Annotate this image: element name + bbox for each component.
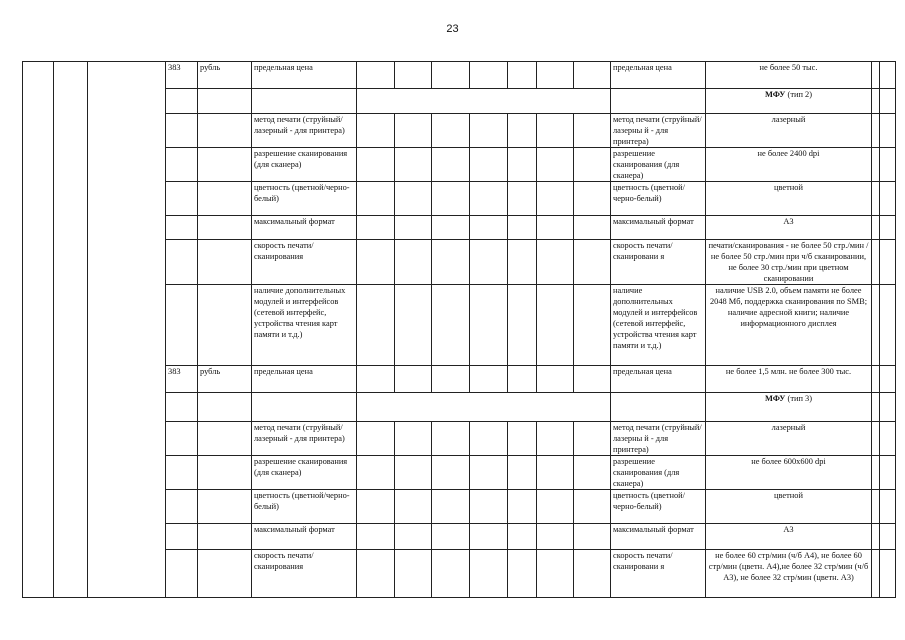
- empty-cell: [432, 366, 470, 393]
- empty-cell: [432, 456, 470, 490]
- empty-cell: [574, 285, 611, 366]
- empty-cell: [508, 240, 537, 285]
- code-cell: [166, 240, 198, 285]
- code-cell: [166, 456, 198, 490]
- empty-cell: [880, 216, 896, 240]
- characteristic-cell: цветность (цветной/черно-белый): [252, 490, 357, 524]
- characteristic-cell-2: цветность (цветной/черно-белый): [611, 490, 706, 524]
- characteristic-cell-2: метод печати (струйный/лазерны й - для принтера): [611, 422, 706, 456]
- empty-cell: [872, 114, 880, 148]
- empty-cell: [574, 148, 611, 182]
- empty-cell: [872, 89, 880, 114]
- empty-cell: [357, 393, 611, 422]
- empty-cell: [880, 89, 896, 114]
- characteristic-cell-2: максимальный формат: [611, 216, 706, 240]
- characteristic-cell-2: предельная цена: [611, 62, 706, 89]
- empty-cell: [357, 182, 395, 216]
- characteristic-cell-2: предельная цена: [611, 366, 706, 393]
- code-cell: [166, 89, 198, 114]
- unit-cell: [198, 216, 252, 240]
- empty-cell: [470, 182, 508, 216]
- empty-cell: [508, 114, 537, 148]
- characteristic-cell: разрешение сканирования (для сканера): [252, 148, 357, 182]
- empty-cell: [872, 393, 880, 422]
- device-type-title: МФУ: [764, 90, 786, 99]
- empty-cell: [880, 422, 896, 456]
- empty-cell: [395, 216, 432, 240]
- unit-cell: [198, 524, 252, 550]
- characteristic-cell: цветность (цветной/черно-белый): [252, 182, 357, 216]
- empty-cell: [508, 456, 537, 490]
- empty-cell: [432, 490, 470, 524]
- characteristic-cell-2: разрешение сканирования (для сканера): [611, 148, 706, 182]
- empty-cell: [470, 366, 508, 393]
- empty-cell: [470, 62, 508, 89]
- code-cell: [166, 148, 198, 182]
- value-cell: цветной: [706, 182, 872, 216]
- unit-cell: [198, 456, 252, 490]
- value-cell: лазерный: [706, 114, 872, 148]
- empty-cell: [508, 550, 537, 598]
- characteristic-cell: максимальный формат: [252, 524, 357, 550]
- empty-cell: [470, 550, 508, 598]
- empty-cell: [432, 422, 470, 456]
- characteristic-cell-2: цветность (цветной/черно-белый): [611, 182, 706, 216]
- device-type-header: [706, 393, 872, 422]
- code-cell: [166, 216, 198, 240]
- characteristic-cell-2: максимальный формат: [611, 524, 706, 550]
- characteristic-cell-2: скорость печати/сканировани я: [611, 240, 706, 285]
- characteristic-cell-2: метод печати (струйный/лазерны й - для принтера): [611, 114, 706, 148]
- empty-cell: [872, 456, 880, 490]
- empty-cell: [574, 114, 611, 148]
- empty-cell: [537, 240, 574, 285]
- empty-cell: [537, 550, 574, 598]
- unit-cell: [198, 240, 252, 285]
- empty-cell: [537, 285, 574, 366]
- empty-cell: [508, 148, 537, 182]
- empty-cell: [872, 62, 880, 89]
- characteristic-cell: наличие дополнительных модулей и интерфейсов (сетевой интерфейс, устройства чтения карт памяти и т.д.): [252, 285, 357, 366]
- empty-cell: [357, 456, 395, 490]
- characteristic-cell: максимальный формат: [252, 216, 357, 240]
- device-type-title: МФУ: [764, 394, 786, 403]
- empty-cell: [574, 240, 611, 285]
- empty-cell: [432, 148, 470, 182]
- empty-cell: [395, 490, 432, 524]
- empty-cell: [395, 366, 432, 393]
- empty-cell: [508, 366, 537, 393]
- characteristic-cell-2: наличие дополнительных модулей и интерфейсов (сетевой интерфейс, устройства чтения карт памяти и т.д.): [611, 285, 706, 366]
- unit-cell: [198, 148, 252, 182]
- empty-cell: [357, 490, 395, 524]
- unit-cell: [198, 114, 252, 148]
- empty-cell: [432, 285, 470, 366]
- characteristic-cell: скорость печати/сканирования: [252, 550, 357, 598]
- empty-cell: [432, 182, 470, 216]
- empty-cell: [880, 550, 896, 598]
- code-cell: [166, 114, 198, 148]
- empty-cell: [23, 62, 54, 598]
- empty-cell: [574, 550, 611, 598]
- empty-cell: [395, 422, 432, 456]
- code-cell: [166, 422, 198, 456]
- value-cell: не более 1,5 млн. не более 300 тыс.: [706, 366, 872, 393]
- code-cell: [166, 524, 198, 550]
- empty-cell: [395, 182, 432, 216]
- empty-cell: [872, 490, 880, 524]
- empty-cell: [880, 456, 896, 490]
- value-cell: не более 2400 dpi: [706, 148, 872, 182]
- unit-cell: [198, 393, 252, 422]
- empty-cell: [872, 524, 880, 550]
- empty-cell: [537, 456, 574, 490]
- empty-cell: [54, 62, 88, 598]
- empty-cell: [88, 62, 166, 598]
- empty-cell: [880, 285, 896, 366]
- characteristic-cell: предельная цена: [252, 366, 357, 393]
- characteristics-table: [22, 61, 896, 598]
- code-cell: [166, 550, 198, 598]
- empty-cell: [872, 285, 880, 366]
- empty-cell: [357, 216, 395, 240]
- empty-cell: [880, 62, 896, 89]
- empty-cell: [357, 89, 611, 114]
- empty-cell: [357, 62, 395, 89]
- empty-cell: [880, 393, 896, 422]
- unit-cell: [198, 285, 252, 366]
- empty-cell: [395, 114, 432, 148]
- empty-cell: [537, 366, 574, 393]
- empty-cell: [357, 114, 395, 148]
- empty-cell: [508, 285, 537, 366]
- empty-cell: [537, 182, 574, 216]
- empty-cell: [574, 456, 611, 490]
- empty-cell: [395, 456, 432, 490]
- value-cell: лазерный: [706, 422, 872, 456]
- characteristic-cell: метод печати (струйный/лазерный - для принтера): [252, 422, 357, 456]
- empty-cell: [470, 456, 508, 490]
- empty-cell: [574, 216, 611, 240]
- empty-cell: [357, 550, 395, 598]
- value-cell: цветной: [706, 490, 872, 524]
- characteristic-cell: метод печати (струйный/лазерный - для принтера): [252, 114, 357, 148]
- empty-cell: [470, 524, 508, 550]
- empty-cell: [880, 366, 896, 393]
- empty-cell: [574, 62, 611, 89]
- empty-cell: [470, 240, 508, 285]
- empty-cell: [432, 550, 470, 598]
- empty-cell: [872, 422, 880, 456]
- empty-cell: [880, 240, 896, 285]
- empty-cell: [880, 490, 896, 524]
- unit-cell: рубль: [198, 62, 252, 89]
- empty-cell: [470, 285, 508, 366]
- empty-cell: [574, 366, 611, 393]
- empty-cell: [432, 62, 470, 89]
- empty-cell: [395, 62, 432, 89]
- empty-cell: [537, 62, 574, 89]
- empty-cell: [872, 366, 880, 393]
- empty-cell: [508, 182, 537, 216]
- empty-cell: [395, 550, 432, 598]
- empty-cell: [470, 114, 508, 148]
- empty-cell: [872, 148, 880, 182]
- empty-cell: [611, 393, 706, 422]
- unit-cell: [198, 490, 252, 524]
- okei-code-cell: 383: [166, 366, 198, 393]
- empty-cell: [395, 524, 432, 550]
- empty-cell: [872, 550, 880, 598]
- empty-cell: [470, 216, 508, 240]
- value-cell: не более 50 тыс.: [706, 62, 872, 89]
- empty-cell: [395, 285, 432, 366]
- empty-cell: [537, 148, 574, 182]
- empty-cell: [872, 216, 880, 240]
- empty-cell: [357, 240, 395, 285]
- unit-cell: [198, 89, 252, 114]
- empty-cell: [574, 182, 611, 216]
- empty-cell: [395, 148, 432, 182]
- empty-cell: [432, 114, 470, 148]
- value-cell: А3: [706, 216, 872, 240]
- empty-cell: [537, 490, 574, 524]
- table-row: [23, 62, 896, 89]
- value-cell: не более 600х600 dpi: [706, 456, 872, 490]
- device-type-header: [706, 89, 872, 114]
- characteristic-cell: предельная цена: [252, 62, 357, 89]
- characteristic-cell: скорость печати/сканирования: [252, 240, 357, 285]
- empty-cell: [508, 524, 537, 550]
- empty-cell: [508, 490, 537, 524]
- value-cell: не более 60 стр/мин (ч/б А4), не более 60 стр/мин (цветн. А4),не более 32 стр/мин (ч/б А3), не более 32 стр/мин (цветн. А3): [706, 550, 872, 598]
- empty-cell: [432, 240, 470, 285]
- page-number: 23: [446, 23, 459, 35]
- unit-cell: [198, 550, 252, 598]
- empty-cell: [574, 524, 611, 550]
- empty-cell: [508, 62, 537, 89]
- empty-cell: [537, 422, 574, 456]
- empty-cell: [252, 393, 357, 422]
- empty-cell: [508, 216, 537, 240]
- empty-cell: [611, 89, 706, 114]
- value-cell: наличие USB 2.0, объем памяти не более 2048 Мб, поддержка сканирования по SMB; наличие адресной книги; наличие информационного дисплея: [706, 285, 872, 366]
- empty-cell: [357, 148, 395, 182]
- empty-cell: [537, 524, 574, 550]
- empty-cell: [880, 114, 896, 148]
- empty-cell: [574, 422, 611, 456]
- empty-cell: [357, 524, 395, 550]
- empty-cell: [470, 490, 508, 524]
- code-cell: [166, 285, 198, 366]
- empty-cell: [432, 216, 470, 240]
- device-type-suffix: (тип 2): [785, 90, 813, 99]
- empty-cell: [357, 366, 395, 393]
- unit-cell: [198, 182, 252, 216]
- empty-cell: [880, 148, 896, 182]
- code-cell: [166, 182, 198, 216]
- empty-cell: [537, 216, 574, 240]
- empty-cell: [872, 240, 880, 285]
- empty-cell: [537, 114, 574, 148]
- empty-cell: [872, 182, 880, 216]
- empty-cell: [357, 422, 395, 456]
- empty-cell: [252, 89, 357, 114]
- unit-cell: рубль: [198, 366, 252, 393]
- characteristic-cell-2: скорость печати/сканировани я: [611, 550, 706, 598]
- empty-cell: [880, 524, 896, 550]
- value-cell: печати/сканирования - не более 50 стр./мин / не более 50 стр./мин при ч/б сканировании, не более 30 стр./мин при цветном сканировании: [706, 240, 872, 285]
- empty-cell: [880, 182, 896, 216]
- empty-cell: [470, 148, 508, 182]
- table-body: [23, 62, 896, 598]
- empty-cell: [470, 422, 508, 456]
- unit-cell: [198, 422, 252, 456]
- empty-cell: [574, 490, 611, 524]
- empty-cell: [357, 285, 395, 366]
- empty-cell: [508, 422, 537, 456]
- characteristic-cell: разрешение сканирования (для сканера): [252, 456, 357, 490]
- code-cell: [166, 393, 198, 422]
- empty-cell: [395, 240, 432, 285]
- value-cell: А3: [706, 524, 872, 550]
- device-type-suffix: (тип 3): [785, 394, 813, 403]
- okei-code-cell: 383: [166, 62, 198, 89]
- empty-cell: [432, 524, 470, 550]
- characteristic-cell-2: разрешение сканирования (для сканера): [611, 456, 706, 490]
- code-cell: [166, 490, 198, 524]
